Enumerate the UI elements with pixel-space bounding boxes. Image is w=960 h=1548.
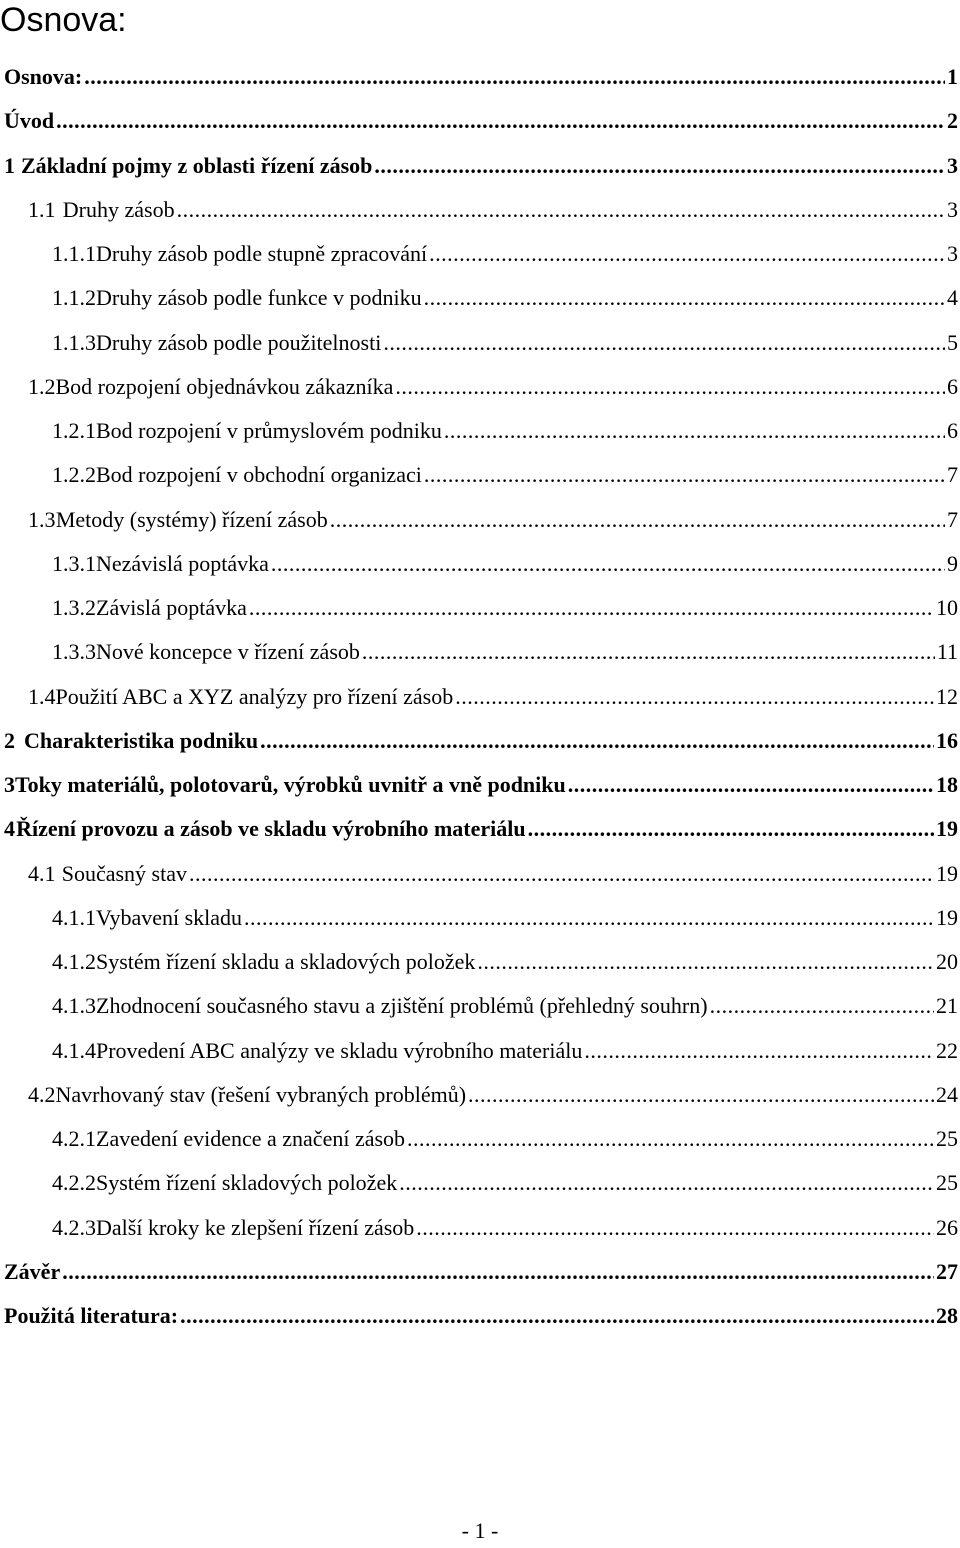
toc-dot-leader: [710, 993, 934, 1019]
toc-entry-page: 19: [936, 860, 958, 886]
toc-entry-number: 4.1.4: [52, 1037, 96, 1063]
toc-entry[interactable]: [0, 1029, 960, 1073]
toc-entry-page: 22: [936, 1037, 958, 1063]
toc-entry-title: Závislá poptávka: [96, 595, 247, 620]
toc-entry-page: 25: [936, 1170, 958, 1196]
toc-dot-leader: [584, 1038, 934, 1064]
toc-entry[interactable]: [0, 984, 960, 1028]
toc-dot-leader: [374, 153, 945, 179]
toc-entry-title: Zhodnocení současného stavu a zjištění problémů (přehledný souhrn): [96, 993, 708, 1019]
toc-entry-title: Bod rozpojení v obchodní organizaci: [96, 462, 422, 488]
toc-entry[interactable]: [0, 498, 960, 542]
toc-entry[interactable]: [0, 807, 960, 851]
toc-entry-page: 2: [947, 108, 958, 134]
toc-entry-title: Systém řízení skladu a skladových položek: [96, 949, 476, 974]
toc-entry-number: 4.1.2: [52, 949, 96, 974]
toc-entry-page: 20: [936, 949, 958, 974]
toc-entry-title: Řízení provozu a zásob ve skladu výrobního materiálu: [16, 816, 526, 842]
toc-entry-page: 6: [947, 418, 958, 443]
toc-dot-leader: [444, 418, 945, 444]
toc-entry-number: 1.1.3: [52, 329, 96, 355]
toc-entry-number: 2: [4, 727, 15, 753]
toc-entry-number: 4.1.1: [52, 904, 96, 930]
toc-entry-page: 6: [947, 373, 958, 399]
toc-entry-page: 4: [947, 285, 958, 311]
toc-entry-number: 1.1.1: [52, 241, 96, 266]
toc-entry[interactable]: [0, 365, 960, 409]
toc-entry[interactable]: [0, 675, 960, 719]
toc-entry-number: 4.1.3: [52, 993, 96, 1019]
toc-entry-title: Druhy zásob podle použitelnosti: [96, 329, 382, 355]
toc-dot-leader: [56, 108, 945, 134]
toc-entry-page: 10: [936, 595, 958, 620]
toc-entry-title: Bod rozpojení v průmyslovém podniku: [96, 418, 442, 443]
toc-dot-leader: [429, 241, 945, 267]
toc-entry-title: Toky materiálů, polotovarů, výrobků uvnitř a vně podniku: [15, 772, 566, 797]
toc-entry-page: 12: [936, 683, 958, 709]
toc-dot-leader: [424, 462, 945, 488]
toc-dot-leader: [244, 905, 934, 931]
page-title: Osnova:: [0, 1, 127, 39]
toc-entry[interactable]: [0, 1161, 960, 1205]
toc-entry[interactable]: [0, 144, 960, 188]
toc-entry[interactable]: [0, 188, 960, 232]
toc-entry[interactable]: [0, 1206, 960, 1250]
toc-entry-number: 1.3.2: [52, 595, 96, 620]
toc-entry-title: Druhy zásob podle stupně zpracování: [96, 241, 428, 266]
toc-entry[interactable]: [0, 630, 960, 674]
toc-entry-page: 3: [947, 241, 958, 266]
toc-entry-title: Metody (systémy) řízení zásob: [55, 506, 328, 532]
toc-entry-page: 25: [936, 1126, 958, 1151]
toc-entry-number: 1.1.2: [52, 285, 96, 311]
toc-entry-number: 1.1: [28, 196, 56, 222]
toc-dot-leader: [568, 772, 934, 798]
toc-dot-leader: [84, 64, 945, 90]
toc-entry[interactable]: [0, 1073, 960, 1117]
toc-entry-title: Další kroky ke zlepšení řízení zásob: [96, 1214, 415, 1240]
toc-entry-number: 1.2.2: [52, 462, 96, 488]
toc-entry-number: 3: [4, 772, 15, 797]
toc-dot-leader: [395, 374, 945, 400]
toc-entry-page: 18: [936, 772, 958, 797]
toc-dot-leader: [189, 861, 934, 887]
toc-dot-leader: [260, 728, 934, 754]
toc-dot-leader: [330, 507, 945, 533]
toc-dot-leader: [468, 1082, 934, 1108]
toc-dot-leader: [249, 595, 934, 621]
toc-entry-title: Druhy zásob: [62, 196, 175, 222]
toc-entry-page: 11: [936, 639, 958, 665]
toc-dot-leader: [399, 1170, 934, 1196]
toc-entry-title: Úvod: [4, 108, 55, 134]
toc-dot-leader: [416, 1215, 934, 1241]
toc-entry-page: 24: [936, 1081, 958, 1107]
toc-entry-title: Zavedení evidence a značení zásob: [96, 1126, 406, 1151]
toc-entry-title: Nové koncepce v řízení zásob: [96, 639, 360, 665]
toc-entry-number: 4.2: [28, 1081, 56, 1107]
toc-entry[interactable]: [0, 1294, 960, 1338]
toc-dot-leader: [455, 684, 934, 710]
toc-entry[interactable]: [0, 99, 960, 143]
toc-dot-leader: [362, 639, 935, 665]
toc-entry-number: 1.3: [28, 506, 56, 532]
toc-entry-page: 1: [947, 64, 958, 89]
toc-entry-number: 1.3.1: [52, 550, 96, 576]
toc-dot-leader: [271, 551, 945, 577]
toc-entry[interactable]: [0, 896, 960, 940]
toc-entry[interactable]: [0, 1117, 960, 1161]
toc-entry-number: 4.2.2: [52, 1170, 96, 1196]
toc-entry-page: 16: [936, 727, 958, 753]
toc-entry-title: Použití ABC a XYZ analýzy pro řízení zásob: [55, 683, 454, 709]
toc-entry[interactable]: [0, 55, 960, 99]
toc-entry-page: 26: [936, 1214, 958, 1240]
toc-entry[interactable]: [0, 232, 960, 276]
toc-entry-page: 9: [947, 550, 958, 576]
toc-dot-leader: [62, 1259, 934, 1285]
toc-entry-title: Provedení ABC analýzy ve skladu výrobního materiálu: [96, 1037, 583, 1063]
toc-entry-title: Osnova:: [4, 64, 83, 89]
toc-entry[interactable]: [0, 940, 960, 984]
toc-entry[interactable]: [0, 719, 960, 763]
toc-dot-leader: [383, 330, 945, 356]
toc-entry-page: 27: [936, 1258, 958, 1284]
toc-entry[interactable]: [0, 542, 960, 586]
toc-entry-number: 1.2.1: [52, 418, 96, 443]
toc-entry-number: 4.2.3: [52, 1214, 96, 1240]
toc-entry-number: 4: [4, 816, 15, 842]
toc-entry-title: Systém řízení skladových položek: [96, 1170, 398, 1196]
toc-entry-number: 4.1: [28, 860, 56, 886]
toc-entry-title: Závěr: [4, 1258, 61, 1284]
toc-entry-page: 5: [947, 329, 958, 355]
toc-entry-number: 1.2: [28, 373, 56, 399]
toc-entry[interactable]: [0, 763, 960, 807]
toc-entry-number: 1: [4, 152, 15, 178]
toc-entry-number: 1.4: [28, 683, 56, 709]
toc-entry[interactable]: [0, 321, 960, 365]
toc-entry-page: 7: [947, 506, 958, 532]
page-number: - 1 -: [461, 1518, 499, 1543]
toc-entry-page: 3: [947, 152, 958, 178]
toc-entry-title: Základní pojmy z oblasti řízení zásob: [20, 152, 373, 178]
toc-dot-leader: [407, 1126, 934, 1152]
toc-entry[interactable]: [0, 276, 960, 320]
toc-dot-leader: [528, 816, 934, 842]
toc-dot-leader: [177, 197, 945, 223]
toc-dot-leader: [180, 1303, 934, 1329]
toc-entry[interactable]: [0, 409, 960, 453]
toc-entry-title: Použitá literatura:: [4, 1303, 179, 1328]
toc-entry-title: Nezávislá poptávka: [96, 550, 269, 576]
toc-entry[interactable]: [0, 453, 960, 497]
toc-entry-page: 28: [936, 1303, 958, 1328]
toc-entry-title: Druhy zásob podle funkce v podniku: [96, 285, 422, 311]
toc-entry-page: 21: [936, 993, 958, 1019]
toc-entry-number: 1.3.3: [52, 639, 96, 665]
toc-entry-page: 7: [947, 462, 958, 488]
toc-entry-page: 19: [936, 904, 958, 930]
toc-dot-leader: [477, 949, 934, 975]
toc-entry-page: 3: [947, 196, 958, 222]
toc-entry-number: 4.2.1: [52, 1126, 96, 1151]
toc-entry-title: Bod rozpojení objednávkou zákazníka: [55, 373, 394, 399]
toc-entry[interactable]: [0, 586, 960, 630]
toc-entry-title: Současný stav: [61, 860, 187, 886]
toc-entry-title: Vybavení skladu: [96, 904, 243, 930]
toc-dot-leader: [424, 285, 945, 311]
toc-entry-title: Navrhovaný stav (řešení vybraných problémů): [55, 1081, 467, 1107]
toc-entry[interactable]: [0, 1250, 960, 1294]
toc-entry[interactable]: [0, 852, 960, 896]
toc-entry-page: 19: [936, 816, 958, 842]
toc-entry-title: Charakteristika podniku: [24, 727, 259, 753]
